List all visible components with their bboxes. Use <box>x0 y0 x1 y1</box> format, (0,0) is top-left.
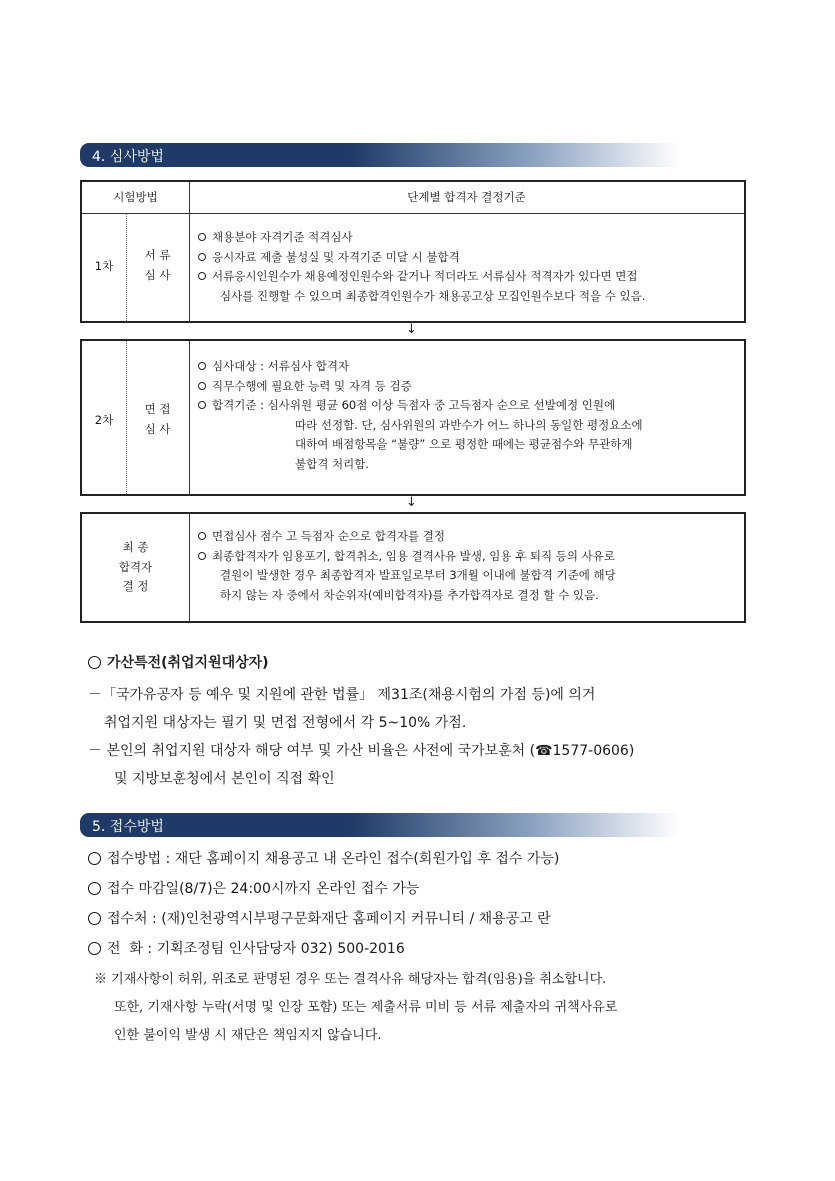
list-item: 응시자료 제출 불성실 및 자격기준 미달 시 불합격 <box>198 248 645 268</box>
stage3-table <box>80 512 746 623</box>
bonus-line: 및 지방보훈청에서 본인이 직접 확인 <box>114 771 335 787</box>
list-item: 접수방법 : 재단 홈페이지 채용공고 내 온라인 접수(회원가입 후 접수 가능) <box>88 848 559 868</box>
list-item: 접수처 : (재)인천광역시부평구문화재단 홈페이지 커뮤니티 / 채용공고 란 <box>88 908 551 928</box>
circle-bullet-icon <box>198 362 206 370</box>
table-header-criteria: 단계별 합격자 결정기준 <box>407 190 526 204</box>
circle-bullet-icon <box>88 912 101 925</box>
circle-bullet-icon <box>198 233 206 241</box>
stage1-step: 1차 <box>94 259 114 273</box>
list-item: 채용분야 자격기준 적격심사 <box>198 228 645 248</box>
circle-bullet-icon <box>198 253 206 261</box>
circle-bullet-icon <box>198 532 206 540</box>
note-line: 인한 불이익 발생 시 재단은 책임지지 않습니다. <box>114 1028 382 1043</box>
list-item: 직무수행에 필요한 능력 및 자격 등 검증 <box>198 377 643 397</box>
list-item: 심사대상 : 서류심사 합격자 <box>198 357 643 377</box>
section5-title: 5. 접수방법 <box>92 819 164 835</box>
circle-bullet-icon <box>88 656 101 669</box>
bonus-title: 가산특전(취업지원대상자) <box>88 652 269 672</box>
stage2-step: 2차 <box>94 413 114 427</box>
bonus-line: －「국가유공자 등 예우 및 지원에 관한 법률」 제31조(채용시험의 가점 등)에 의거 <box>88 687 596 703</box>
bonus-line: 취업지원 대상자는 필기 및 면접 전형에서 각 5~10% 가점. <box>104 715 467 731</box>
stage1-criteria: 채용분야 자격기준 적격심사 응시자료 제출 불성실 및 자격기준 미달 시 불합격 서류응시인원수가 채용예정인원수와 같거나 적더라도 서류심사 적격자가 있다면 면접 심사를 진행할 수 있으며 최종합격인원수가 채용공고상 모집인원수보다 적을 수 있음. <box>198 228 645 306</box>
list-item: 서류응시인원수가 채용예정인원수와 같거나 적더라도 서류심사 적격자가 있다면 면접 <box>198 267 645 287</box>
note-line: ※ 기재사항이 허위, 위조로 판명된 경우 또는 결격사유 해당자는 합격(임용)을 취소합니다. <box>94 972 607 987</box>
table-header-method: 시험방법 <box>113 190 158 204</box>
stage2-criteria: 심사대상 : 서류심사 합격자 직무수행에 필요한 능력 및 자격 등 검증 합격기준 : 심사위원 평균 60점 이상 득점자 중 고득점자 순으로 선발예정 인원에 따라 선정함. 단, 심사위원의 과반수가 어느 하나의 동일한 평정요소에 대하여 배점항목을 “불량” 으로 평정한 때에는 평균점수와 무관하게 불합격 처리함. <box>198 357 643 474</box>
section5-header <box>80 813 680 837</box>
circle-bullet-icon <box>198 401 206 409</box>
circle-bullet-icon <box>88 942 101 955</box>
bonus-line: － 본인의 취업지원 대상자 해당 여부 및 가산 비율은 사전에 국가보훈처 (☎1577-0606) <box>88 743 635 759</box>
circle-bullet-icon <box>198 272 206 280</box>
circle-bullet-icon <box>88 882 101 895</box>
list-item: 면접심사 점수 고 득점자 순으로 합격자를 결정 <box>198 527 616 547</box>
stage3-criteria: 면접심사 점수 고 득점자 순으로 합격자를 결정 최종합격자가 임용포기, 합격취소, 임용 결격사유 발생, 임용 후 퇴직 등의 사유로 결원이 발생한 경우 최종합격자 발표일로부터 3개월 이내에 불합격 기준에 해당 하지 않는 자 중에서 차순위자(예비합격자)를 추가합격자로 결정 할 수 있음. <box>198 527 616 605</box>
list-item: 접수 마감일(8/7)은 24:00시까지 온라인 접수 가능 <box>88 878 419 898</box>
stage2-table <box>80 339 746 496</box>
note-line: 또한, 기재사항 누락(서명 및 인장 포함) 또는 제출서류 미비 등 서류 제출자의 귀책사유로 <box>114 1000 618 1015</box>
stage2-name: 면 접 심 사 <box>144 402 171 436</box>
circle-bullet-icon <box>198 382 206 390</box>
stage1-name: 서 류 심 사 <box>144 248 171 282</box>
list-item: 최종합격자가 임용포기, 합격취소, 임용 결격사유 발생, 임용 후 퇴직 등의 사유로 <box>198 547 616 567</box>
list-item: 합격기준 : 심사위원 평균 60점 이상 득점자 중 고득점자 순으로 선발예정 인원에 <box>198 396 643 416</box>
stage1-table <box>80 180 746 323</box>
section4-header <box>80 143 680 167</box>
circle-bullet-icon <box>198 552 206 560</box>
stage3-name: 최 종 합격자 결 정 <box>118 540 153 593</box>
down-arrow-icon: ↓ <box>406 322 417 337</box>
list-item: 전 화 : 기획조정팀 인사담당자 032) 500-2016 <box>88 938 405 958</box>
section4-title: 4. 심사방법 <box>92 149 164 165</box>
circle-bullet-icon <box>88 852 101 865</box>
down-arrow-icon: ↓ <box>406 495 417 510</box>
